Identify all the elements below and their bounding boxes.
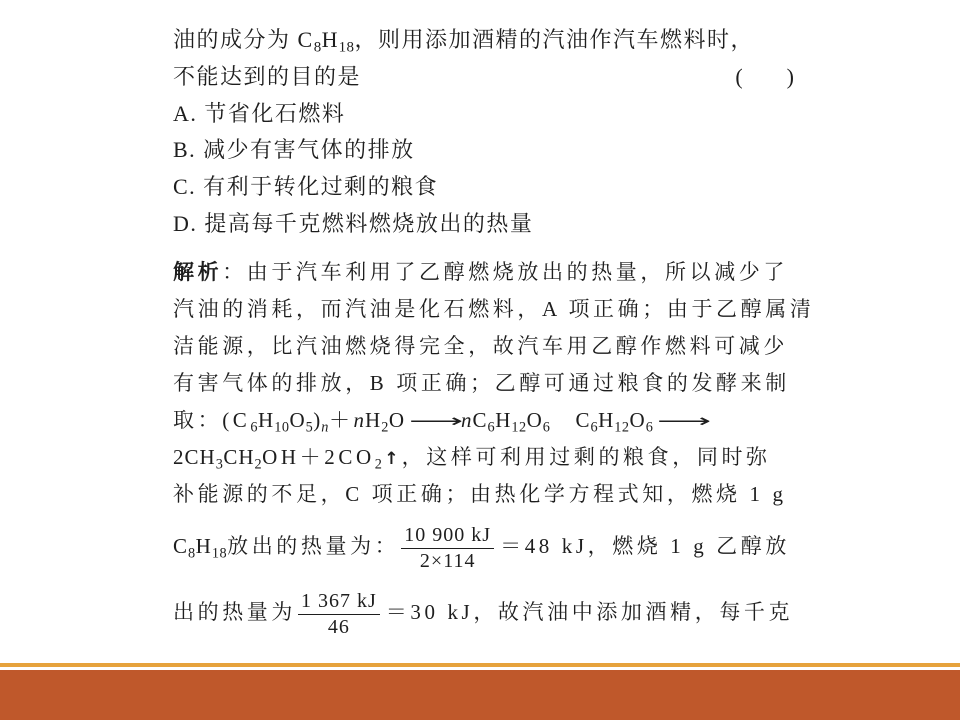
question-line-1 — [173, 22, 798, 59]
text-segment: 有害气体的排放，B 项正确；乙醇可通过粮食的发酵来制 — [173, 371, 790, 395]
analysis-line-2 — [173, 291, 815, 328]
reaction-arrow: ⟶ — [657, 411, 712, 432]
text-segment: O — [289, 408, 306, 432]
question-line-3 — [173, 96, 798, 133]
subscript: 18 — [338, 39, 355, 56]
analysis-block — [173, 254, 815, 645]
italic-variable: n — [461, 408, 473, 432]
answer-blank: ( ) — [735, 63, 794, 89]
text-segment: B. 减少有害气体的排放 — [173, 137, 415, 163]
text-segment: 出的热量为 — [173, 600, 296, 624]
analysis-line-4 — [173, 365, 798, 402]
subscript: 8 — [188, 545, 196, 562]
text-segment: C — [173, 534, 189, 558]
question-block — [173, 22, 798, 243]
subscript: 2 — [381, 419, 389, 436]
question-line-5 — [173, 169, 798, 206]
subscript: 12 — [614, 419, 630, 436]
italic-variable: n — [353, 408, 366, 432]
text-segment: ) — [313, 408, 322, 432]
text-segment: H — [195, 534, 212, 558]
text-segment: H — [258, 408, 275, 432]
fraction-denominator: 2×114 — [419, 549, 476, 572]
fraction-numerator: 1 367 kJ — [301, 589, 377, 612]
text-segment: A. 节省化石燃料 — [173, 100, 346, 126]
fraction — [401, 523, 494, 574]
text-segment: C — [472, 408, 488, 432]
fraction-numerator: 10 900 kJ — [404, 523, 492, 546]
text-segment: H — [495, 408, 512, 432]
text-segment: OH＋2CO — [262, 445, 375, 469]
subscript: 2 — [254, 456, 263, 473]
text-segment: ，这样可利用过剩的粮食，同时弥 — [401, 445, 771, 469]
subscript: 12 — [511, 419, 527, 436]
text-segment: 放出的热量为： — [227, 534, 400, 558]
analysis-line-8 — [173, 513, 798, 579]
text-segment: 洁能源，比汽油燃烧得完全，故汽车用乙醇作燃料可减少 — [173, 334, 788, 358]
text-segment: H — [365, 408, 382, 432]
subscript: 6 — [645, 419, 654, 436]
footer-band — [0, 670, 960, 720]
analysis-line-6 — [173, 439, 798, 476]
text-segment: 取：(C — [173, 408, 251, 432]
text-segment: H — [321, 27, 339, 52]
text-segment: ＝30 kJ，故汽油中添加酒精，每千克 — [385, 600, 794, 624]
text-segment: H — [598, 408, 615, 432]
analysis-line-1 — [173, 254, 798, 291]
text-segment: C — [550, 408, 591, 432]
fraction-denominator: 46 — [327, 615, 350, 638]
analysis-line-9 — [173, 579, 798, 645]
text-segment: 2CH — [173, 445, 216, 469]
text-segment: ＋ — [328, 408, 354, 432]
text-segment: C. 有利于转化过剩的粮食 — [173, 174, 439, 200]
subscript: 6 — [250, 419, 259, 436]
analysis-line-5 — [173, 402, 798, 439]
subscript: 6 — [590, 419, 599, 436]
analysis-line-3 — [173, 328, 798, 365]
text-segment: ＝48 kJ，燃烧 1 g 乙醇放 — [500, 534, 790, 558]
text-segment: ，则用添加酒精的汽油作汽车燃料时， — [354, 27, 755, 52]
text-segment: CH — [223, 445, 255, 469]
footer-rule — [0, 663, 960, 667]
subscript: 8 — [313, 39, 322, 56]
text-segment: 补能源的不足，C 项正确；由热化学方程式知，燃烧 1 g — [173, 482, 787, 506]
subscript: 6 — [542, 419, 551, 436]
question-line-6 — [173, 206, 798, 243]
text-segment: O — [629, 408, 646, 432]
italic-subscript: n — [321, 419, 329, 436]
subscript: 18 — [211, 545, 228, 562]
question-line-4 — [173, 132, 798, 169]
analysis-label: 解析 — [173, 260, 223, 284]
gas-evolution-arrow: ↑ — [384, 449, 399, 469]
text-segment: O — [388, 408, 406, 432]
subscript: 10 — [274, 419, 290, 436]
question-line-2 — [173, 59, 798, 96]
reaction-arrow: ⟶ — [409, 411, 464, 432]
subscript: 5 — [305, 419, 314, 436]
subscript: 2 — [374, 456, 383, 473]
text-segment: 汽油的消耗，而汽油是化石燃料，A 项正确；由于乙醇属清 — [173, 297, 815, 321]
text-segment: O — [526, 408, 543, 432]
text-segment: ：由于汽车利用了乙醇燃烧放出的热量，所以减少了 — [222, 260, 789, 284]
analysis-line-7 — [173, 476, 798, 513]
text-segment: D. 提高每千克燃料燃烧放出的热量 — [173, 210, 534, 236]
text-segment: 油的成分为 C — [173, 27, 314, 52]
subscript: 3 — [215, 456, 224, 473]
fraction — [298, 589, 380, 640]
subscript: 6 — [487, 419, 496, 436]
text-segment: 不能达到的目的是 — [173, 63, 362, 89]
